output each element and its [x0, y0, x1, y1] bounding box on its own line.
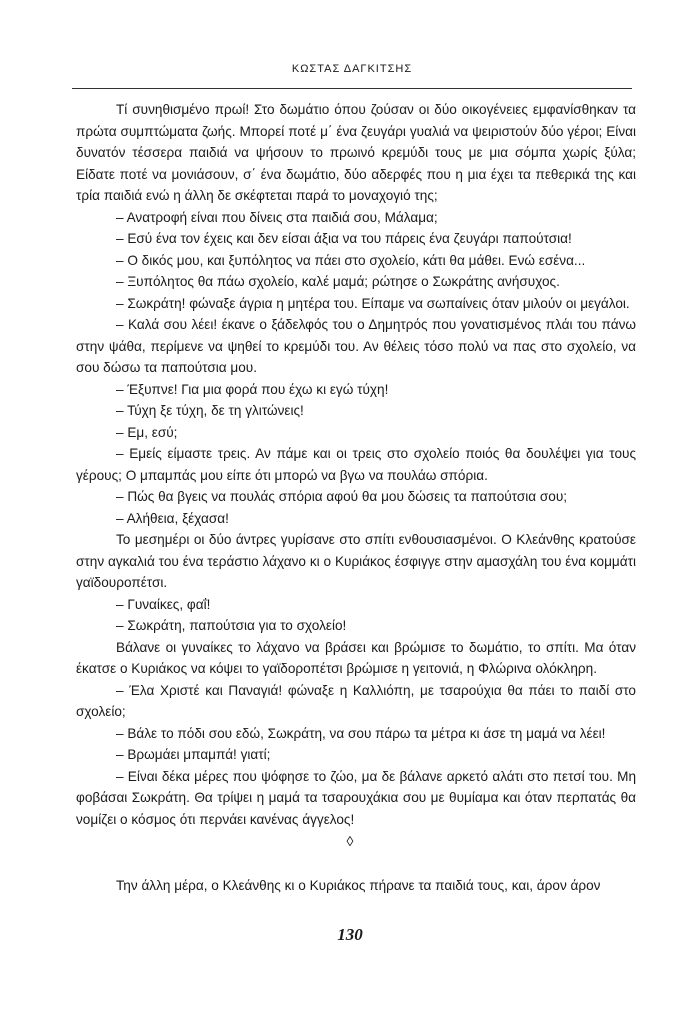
paragraph: – Είναι δέκα μέρες που ψόφησε το ζώο, μα δε βάλανε αρκετό αλάτι στο πετσί του. Μη φοβάσαι Σωκράτη. Θα τρίψει η μαμά τα τσαρουχάκια σου με θυμίαμα και όταν περπατάς θα νομίζει ο κόσμος ότι περνάει κανένας άγγελος! [76, 768, 636, 827]
paragraph: – Πώς θα βγεις να πουλάς σπόρια αφού θα μου δώσεις τα παπούτσια σου; [116, 489, 568, 504]
paragraph: – Ο δικός μου, και ξυπόλητος να πάει στο σχολείο, κάτι θα μάθει. Ενώ εσένα... [116, 252, 586, 268]
paragraph: Τί συνηθισμένο πρωί! Στο δωμάτιο όπου ζούσαν οι δύο οικογένειες εμφανίσθηκαν τα πρώτα συμπτώματα ζωής. Μπορεί ποτέ μ΄ ένα ζευγάρι γυαλιά να ψειριστούν δύο γέροι; Είναι δυνατόν τέσσερα παιδιά να ψήσουν το πρωινό κρεμύδι τους με μια σόμπα χωρίς ξύλα; Είδατε ποτέ να μονιάσουν, σ΄ ένα δωμάτιο, δύο αδερφές που η μια έχει τα πεθερικά της και τρία παιδιά ενώ η άλλη δε σκέφτεται παρά το μοναχογιό της; [76, 102, 636, 203]
paragraph: – Εμ, εσύ; [116, 424, 178, 440]
page-number: 130 [337, 925, 363, 944]
paragraph: – Βάλε το πόδι σου εδώ, Σωκράτη, να σου πάρω τα μέτρα κι άσε τη μαμά να λέει! [116, 725, 606, 741]
header-rule [72, 88, 632, 89]
paragraph: – Γυναίκες, φαΐ! [116, 596, 211, 612]
paragraph: – Αλήθεια, ξέχασα! [116, 510, 229, 526]
section-ornament: ◊ [346, 833, 354, 849]
body-text [76, 99, 636, 830]
paragraph: – Σωκράτη! φώναξε άγρια η μητέρα του. Είπαμε να σωπαίνεις όταν μιλούν οι μεγάλοι. [116, 295, 630, 311]
paragraph: – Ξυπόλητος θα πάω σχολείο, καλέ μαμά; ρώτησε ο Σωκράτης ανήσυχος. [116, 274, 560, 289]
paragraph: – Εσύ ένα τον έχεις και δεν είσαι άξια να του πάρεις ένα ζευγάρι παπούτσια! [116, 231, 572, 246]
continuation-line: Την άλλη μέρα, ο Κλεάνθης κι ο Κυριάκος πήρανε τα παιδιά τους, και, άρον άρον [116, 878, 601, 893]
paragraph: – Καλά σου λέει! έκανε ο ξάδελφός του ο Δημητρός που γονατισμένος πλάι του πάνω στην ψάθα, περίμενε να ψηθεί το κρεμύδι του. Αν θέλεις τόσο πολύ να πας στο σχολείο, να σου δώσω τα παπούτσια μου. [76, 317, 636, 375]
running-head: ΚΩΣΤΑΣ ΔΑΓΚΙΤΣΗΣ [291, 63, 413, 75]
paragraph: – Εμείς είμαστε τρεις. Αν πάμε και οι τρεις στο σχολείο ποιός θα δουλέψει για τους γέρους; Ο μπαμπάς μου είπε ότι μπορώ να βγω να πουλάω σπόρια. [76, 446, 636, 483]
paragraph: – Ανατροφή είναι που δίνεις στα παιδιά σου, Μάλαμα; [116, 209, 438, 225]
paragraph: – Βρωμάει μπαμπά! γιατί; [116, 747, 271, 762]
paragraph: Το μεσημέρι οι δύο άντρες γυρίσανε στο σπίτι ενθουσιασμένοι. Ο Κλεάνθης κρατούσε στην αγκαλιά του ένα τεράστιο λάχανο κι ο Κυριάκος έσφιγγε στην αμασχάλη του ένα κομμάτι γαϊδουροπέτσι. [76, 532, 636, 590]
paragraph: Βάλανε οι γυναίκες το λάχανο να βράσει και βρώμισε το δωμάτιο, το σπίτι. Μα όταν έκατσε ο Κυριάκος να κόψει το γαϊδοροπέτσι βρώμισε η γειτονιά, η Φλώρινα ολόκληρη. [76, 639, 636, 676]
paragraph: – Έξυπνε! Για μια φορά που έχω κι εγώ τύχη! [116, 381, 389, 397]
paragraph: – Τύχη ξε τύχη, δε τη γλιτώνεις! [116, 403, 304, 418]
paragraph: – Έλα Χριστέ και Παναγιά! φώναξε η Καλλιόπη, με τσαρούχια θα πάει το παιδί στο σχολείο; [76, 682, 636, 719]
paragraph: – Σωκράτη, παπούτσια για το σχολείο! [116, 618, 347, 633]
